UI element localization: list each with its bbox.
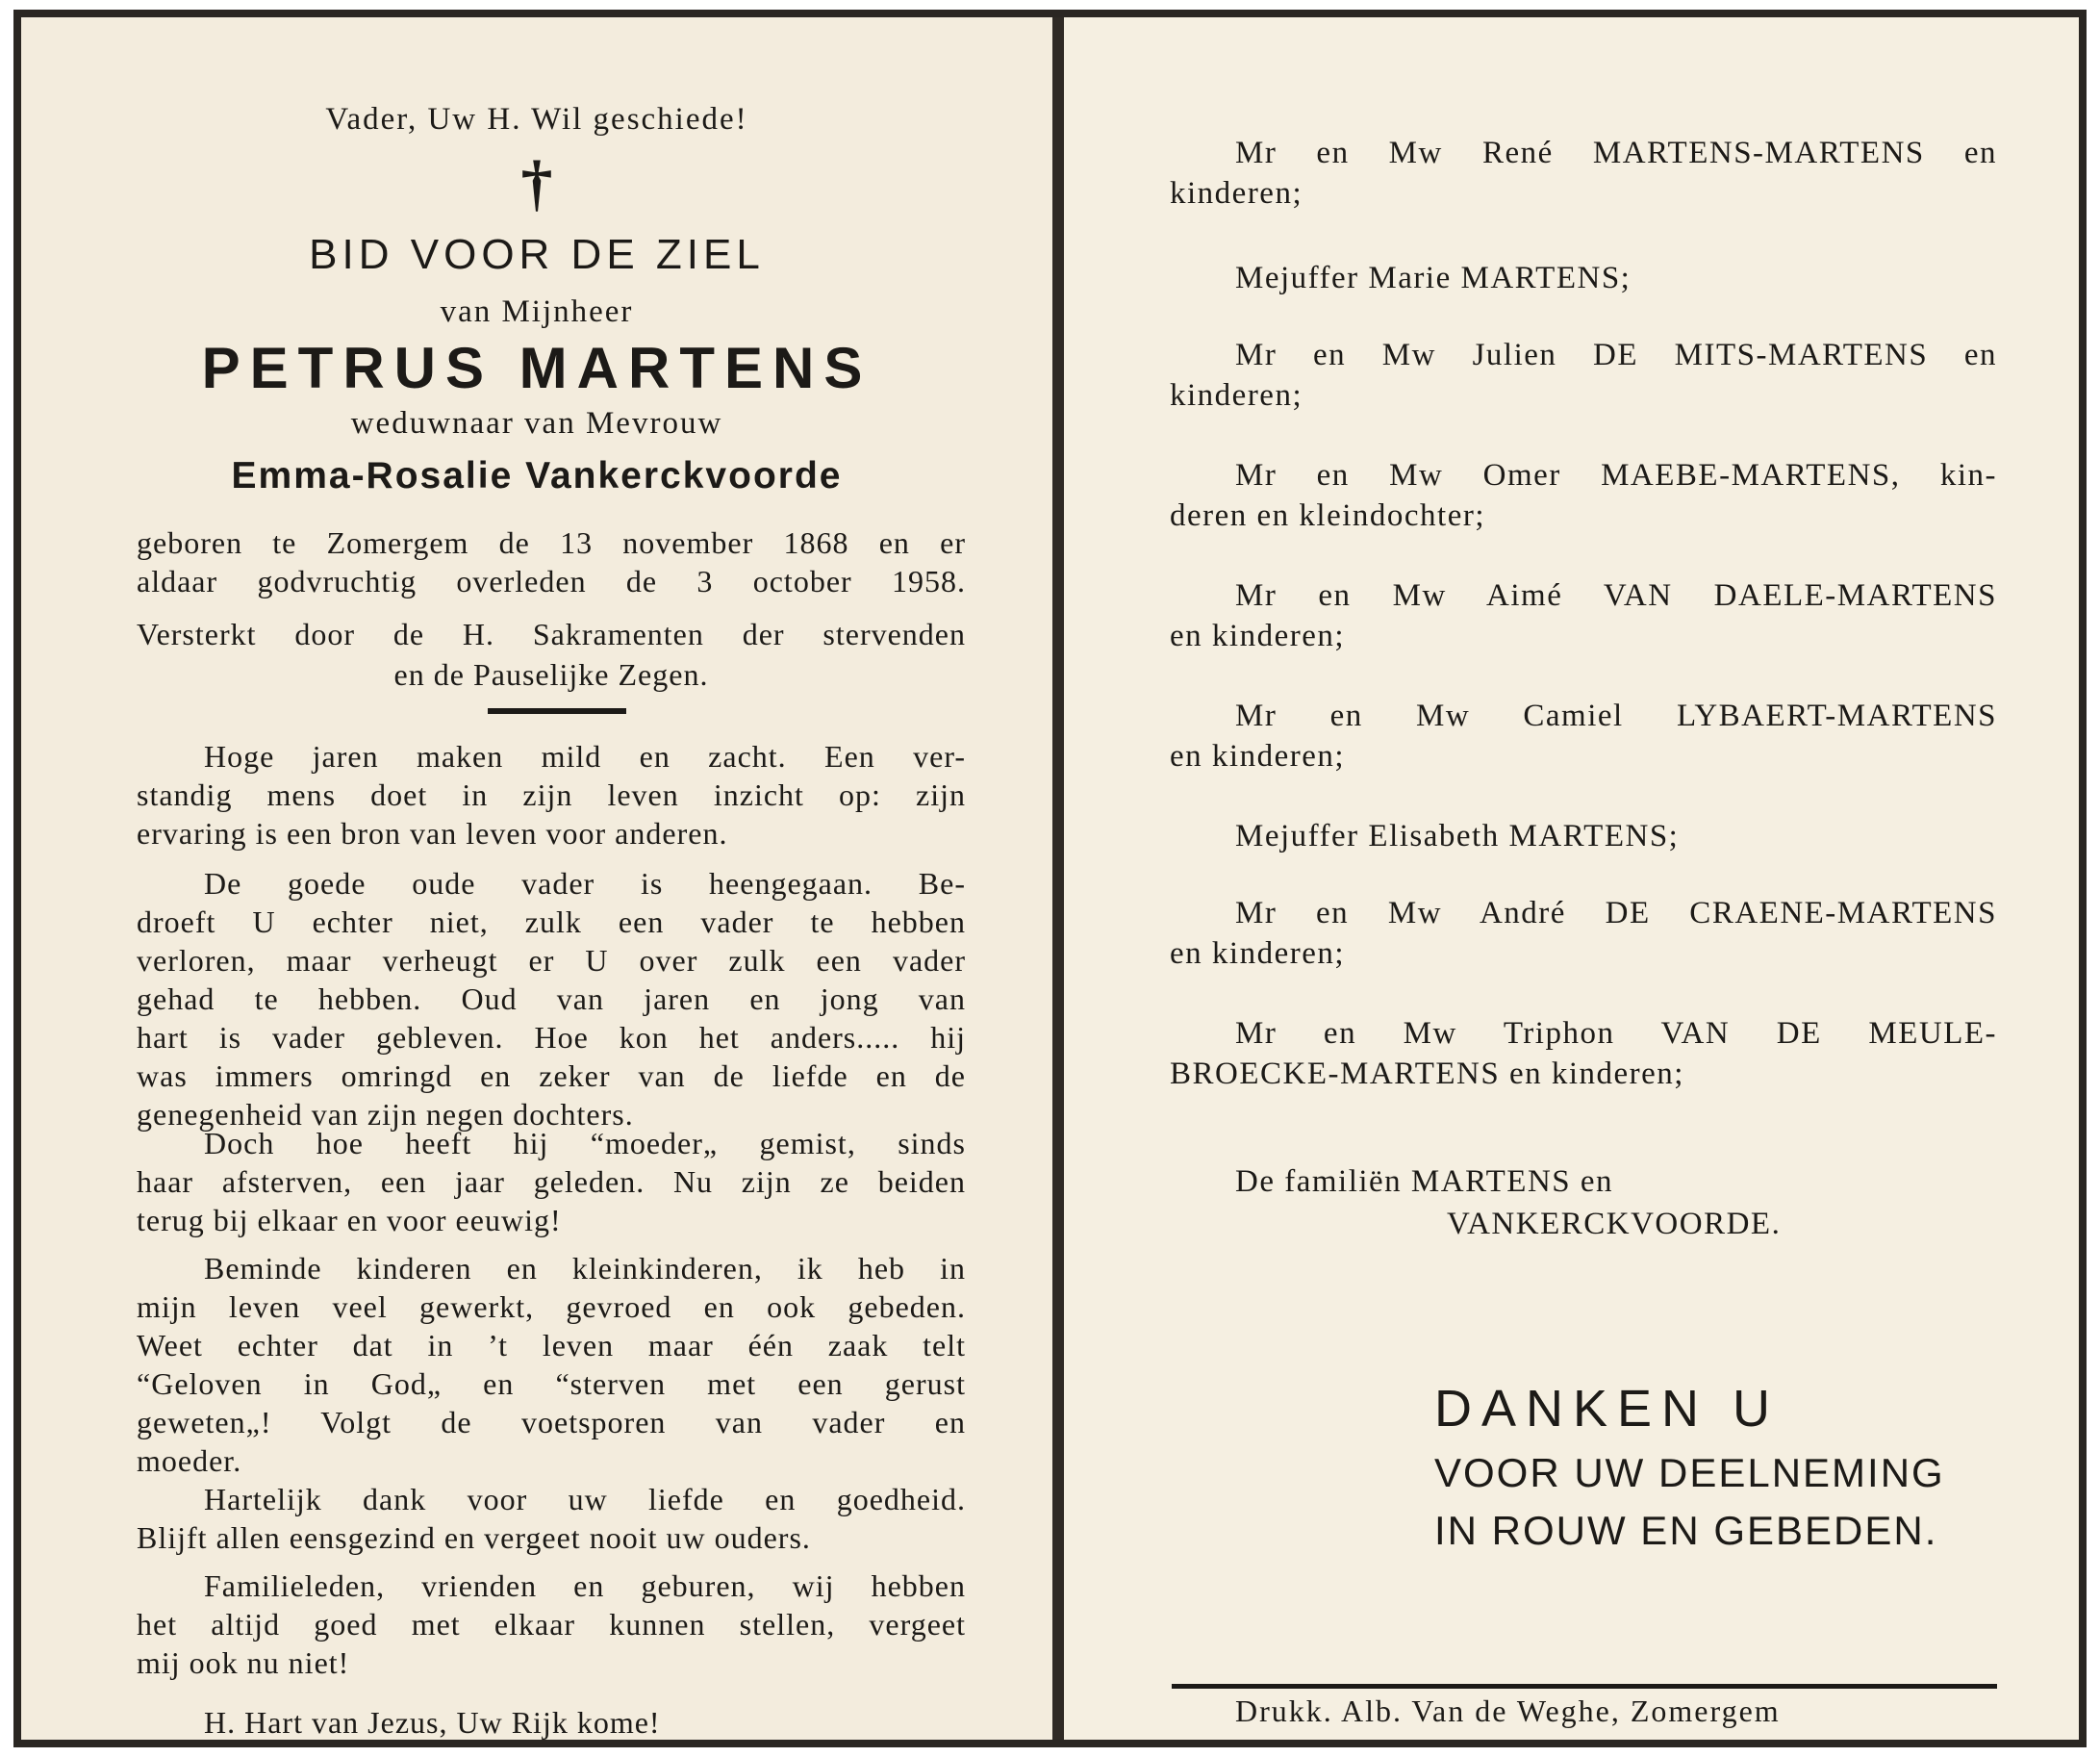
family-line: deren en kleindochter; xyxy=(1170,498,1486,533)
heading: BID VOOR DE ZIEL xyxy=(309,231,765,278)
text-line: Beminde kinderen en kleinkinderen, ik heb in xyxy=(204,1251,966,1286)
text-line: het altijd goed met elkaar kunnen stellen, vergeet xyxy=(137,1607,966,1642)
cross-icon: † xyxy=(520,148,553,218)
text-line: Hoge jaren maken mild en zacht. Een ver- xyxy=(204,739,966,774)
paragraph xyxy=(137,1566,966,1682)
weduwnaar-line: weduwnaar van Mevrouw xyxy=(350,406,723,441)
family-line: Mr en Mw Omer MAEBE-MARTENS, kin- xyxy=(1235,458,1997,493)
text-line: De goede oude vader is heengegaan. Be- xyxy=(204,866,966,901)
familien-line-2: VANKERCKVOORDE. xyxy=(1447,1207,1782,1241)
text-line: Blijft allen eensgezind en vergeet nooit uw ouders. xyxy=(137,1520,811,1555)
familien-block xyxy=(1235,1160,1781,1245)
spouse-name: Emma-Rosalie Vankerckvoorde xyxy=(231,455,843,497)
family-line: Mr en Mw Julien DE MITS-MARTENS en xyxy=(1235,338,1997,372)
text-line: “Geloven in God„ en “sterven met een gerust xyxy=(137,1366,966,1401)
family-line: en kinderen; xyxy=(1170,619,1346,653)
text-line: geboren te Zomergem de 13 november 1868 en er xyxy=(137,525,966,560)
family-entry xyxy=(1170,335,1997,416)
family-line: Mejuffer Marie MARTENS; xyxy=(1235,261,1632,295)
text-line: en de Pauselijke Zegen. xyxy=(393,657,709,692)
text-line: mijn leven veel gewerkt, gevroed en ook gebeden. xyxy=(137,1289,966,1324)
text-line: Weet echter dat in ’t leven maar één zaak telt xyxy=(137,1328,966,1362)
family-line: kinderen; xyxy=(1170,378,1303,413)
family-entry xyxy=(1170,816,1997,856)
sacraments-text xyxy=(137,614,966,695)
text-line: moeder. xyxy=(137,1443,242,1478)
text-line: Hartelijk dank voor uw liefde en goedheid. xyxy=(204,1482,966,1516)
memorial-card xyxy=(13,10,2087,1747)
family-entry xyxy=(1170,575,1997,656)
family-entry xyxy=(1170,696,1997,777)
family-line: Mr en Mw André DE CRAENE-MARTENS xyxy=(1235,896,1997,930)
family-line: Mr en Mw Triphon VAN DE MEULE- xyxy=(1235,1016,1997,1051)
motto: Vader, Uw H. Wil geschiede! xyxy=(325,102,748,137)
thanks-line-1: VOOR UW DEELNEMING xyxy=(1434,1450,1945,1495)
family-line: BROECKE-MARTENS en kinderen; xyxy=(1170,1057,1684,1091)
text-line: ervaring is een bron van leven voor anderen. xyxy=(137,816,728,851)
footer-rule xyxy=(1172,1684,1997,1689)
printer-credit: Drukk. Alb. Van de Weghe, Zomergem xyxy=(1235,1693,1781,1728)
text-line: verloren, maar verheugt er U over zulk een vader xyxy=(137,943,966,978)
family-entry xyxy=(1170,893,1997,974)
text-line: mij ook nu niet! xyxy=(137,1645,350,1680)
text-line: haar afsterven, een jaar geleden. Nu zijn ze beiden xyxy=(137,1164,966,1199)
paragraph xyxy=(137,1124,966,1239)
family-entry xyxy=(1170,258,1997,298)
thanks-heading: DANKEN U xyxy=(1434,1380,1781,1438)
text-line: gehad te hebben. Oud van jaren en jong van xyxy=(137,981,966,1016)
family-entry xyxy=(1170,1013,1997,1094)
family-entry xyxy=(1170,133,1997,214)
closing-prayer: H. Hart van Jezus, Uw Rijk kome! xyxy=(204,1705,661,1740)
text-line: hart is vader gebleven. Hoe kon het anders..... hij xyxy=(137,1020,966,1055)
deceased-name: PETRUS MARTENS xyxy=(201,336,873,400)
paragraph xyxy=(137,1480,966,1557)
paragraph xyxy=(137,864,966,1133)
family-line: Mejuffer Elisabeth MARTENS; xyxy=(1235,819,1680,853)
family-line: Mr en Mw Camiel LYBAERT-MARTENS xyxy=(1235,699,1997,733)
van-mijnheer: van Mijnheer xyxy=(440,294,634,329)
text-line: genegenheid van zijn negen dochters. xyxy=(137,1097,634,1132)
fold-line xyxy=(1052,17,1064,1740)
paragraph xyxy=(137,737,966,853)
birth-death-text xyxy=(137,523,966,600)
text-line: was immers omringd en zeker van de liefde en de xyxy=(137,1058,966,1093)
text-line: Versterkt door de H. Sakramenten der stervenden xyxy=(137,617,966,651)
thanks-text xyxy=(1434,1444,1945,1560)
text-line: aldaar godvruchtig overleden de 3 october 1958. xyxy=(137,564,966,598)
thanks-line-2: IN ROUW EN GEBEDEN. xyxy=(1434,1508,1938,1553)
left-page xyxy=(21,17,1052,1740)
text-line: geweten„! Volgt de voetsporen van vader en xyxy=(137,1405,966,1439)
text-line: Familieleden, vrienden en geburen, wij hebben xyxy=(204,1568,966,1603)
divider xyxy=(488,708,626,714)
text-line: terug bij elkaar en voor eeuwig! xyxy=(137,1203,562,1237)
family-line: en kinderen; xyxy=(1170,936,1346,971)
family-line: kinderen; xyxy=(1170,176,1303,211)
familien-line-1: De familiën MARTENS en xyxy=(1235,1164,1614,1199)
family-line: Mr en Mw Aimé VAN DAELE-MARTENS xyxy=(1235,578,1997,613)
text-line: standig mens doet in zijn leven inzicht op: zijn xyxy=(137,777,966,812)
family-entry xyxy=(1170,455,1997,536)
family-line: Mr en Mw René MARTENS-MARTENS en xyxy=(1235,136,1997,170)
text-line: Doch hoe heeft hij “moeder„ gemist, sinds xyxy=(204,1126,966,1160)
text-line: droeft U echter niet, zulk een vader te hebben xyxy=(137,904,966,939)
family-line: en kinderen; xyxy=(1170,739,1346,774)
paragraph xyxy=(137,1249,966,1480)
right-page xyxy=(1064,17,2079,1740)
